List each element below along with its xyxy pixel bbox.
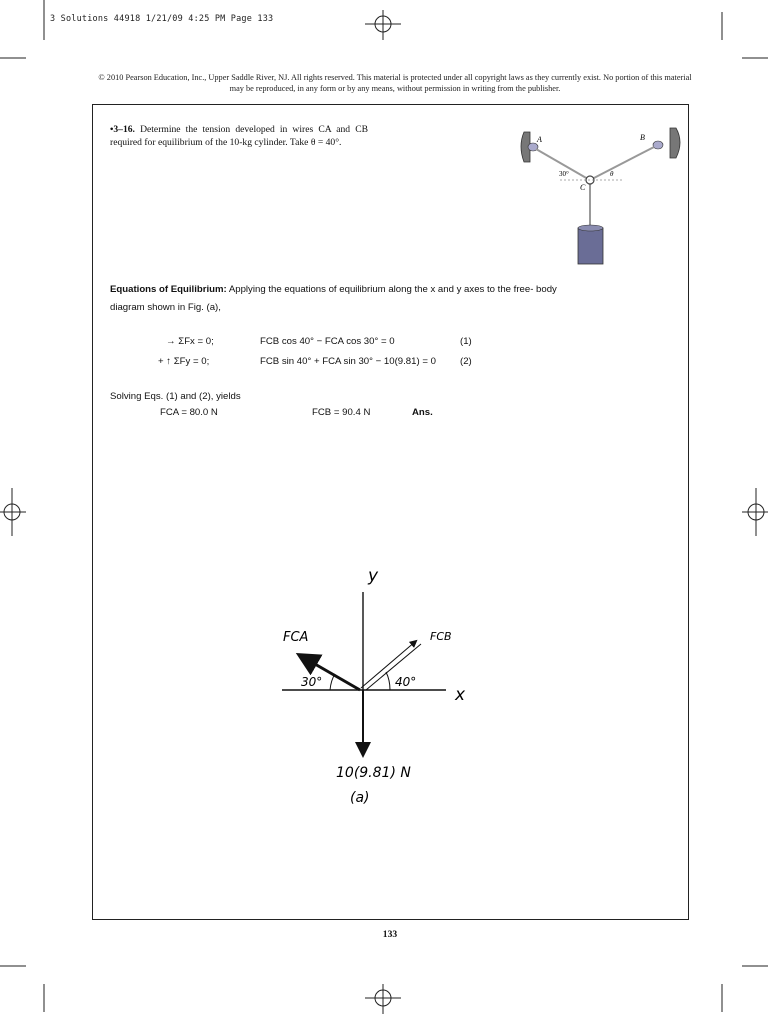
- page-number: 133: [382, 929, 398, 940]
- y-axis-label: y: [368, 566, 379, 586]
- solution-heading: Equations of Equilibrium:: [110, 284, 227, 295]
- answer-marker: Ans.: [412, 407, 433, 418]
- angle-right-label: 40°: [395, 675, 417, 689]
- fca-label: FCA: [283, 630, 309, 645]
- printer-slug: 3 Solutions 44918 1/21/09 4:25 PM Page 133: [50, 14, 274, 24]
- equation-2-number: (2): [460, 356, 472, 367]
- copyright-notice: © 2010 Pearson Education, Inc., Upper Saddle River, NJ. All rights reserved. This material is protected under all copyright laws as they currently exist. No portion of this material may be reproduced, in any form or by any means, without permission in writing from the publisher.: [98, 73, 692, 93]
- equation-2: FCB sin 40° + FCA sin 30° − 10(9.81) = 0: [260, 356, 436, 367]
- equation-2-label: + ↑ ΣFy = 0;: [158, 356, 210, 367]
- weight-label: 10(9.81) N: [336, 765, 411, 781]
- angle-label-left: 30°: [559, 170, 569, 178]
- angle-label-right: θ: [610, 170, 614, 178]
- solution-intro-text: Applying the equations of equilibrium along the x and y axes to the free- body diagram shown in Fig. (a),: [110, 284, 557, 313]
- problem-number: •3–16.: [110, 124, 135, 135]
- result-fca: FCA = 80.0 N: [160, 407, 218, 418]
- label-c: C: [580, 183, 586, 192]
- result-fcb: FCB = 90.4 N: [312, 407, 371, 418]
- equation-1: FCB cos 40° − FCA cos 30° = 0: [260, 336, 395, 347]
- x-axis-label: x: [455, 685, 466, 705]
- problem-text: Determine the tension developed in wires CA and CB required for equilibrium of the 10-kg cylinder. Take θ = 40°.: [110, 124, 368, 148]
- equation-1-number: (1): [460, 336, 472, 347]
- fcb-label: FCB: [430, 630, 452, 643]
- figure-caption: (a): [350, 790, 370, 806]
- label-a: A: [537, 135, 542, 144]
- solving-text: Solving Eqs. (1) and (2), yields: [110, 391, 241, 402]
- angle-arc-right: [386, 672, 390, 690]
- label-b: B: [640, 133, 645, 142]
- angle-left-label: 30°: [301, 675, 323, 689]
- equation-1-label: → ΣFx = 0;: [166, 336, 214, 347]
